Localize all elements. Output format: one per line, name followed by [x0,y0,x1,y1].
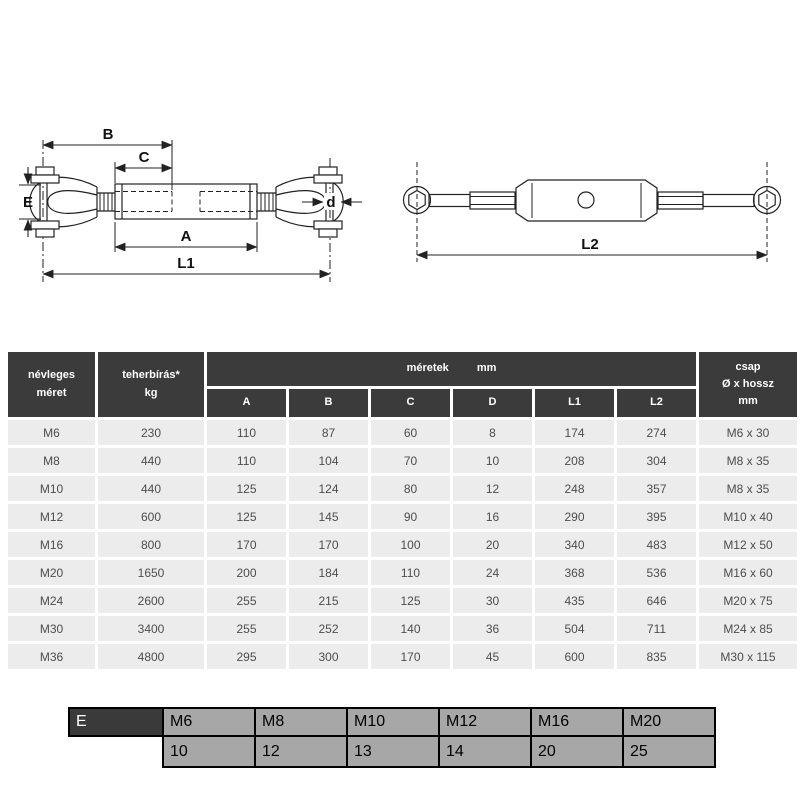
cell-l1: 368 [535,560,614,585]
dimension-label-l1: L1 [177,255,195,272]
col-header-load-line1: teherbírás* [122,369,180,382]
cell-size: M36 [8,644,95,669]
e-table-value: 20 [531,736,623,767]
cell-a: 110 [207,420,286,445]
cell-l1: 290 [535,504,614,529]
dimension-label-a: A [180,228,192,245]
cell-d: 30 [453,588,532,613]
cell-b: 252 [289,616,368,641]
cell-load: 4800 [98,644,204,669]
cell-load: 3400 [98,616,204,641]
e-table-label: E [69,708,163,736]
cell-c: 125 [371,588,450,613]
col-header-pin-line1: csap [735,360,761,373]
cell-load: 440 [98,448,204,473]
e-table-value: 13 [347,736,439,767]
cell-l1: 248 [535,476,614,501]
col-group-header-dimensions [207,352,696,386]
e-table-size: M20 [623,708,715,736]
cell-a: 295 [207,644,286,669]
col-header-pin [699,352,797,417]
cell-c: 90 [371,504,450,529]
cell-size: M24 [8,588,95,613]
col-header-d: D [453,389,532,417]
cell-size: M20 [8,560,95,585]
technical-drawing [0,0,800,340]
col-header-nominal-line1: névleges [27,369,76,382]
e-dimension-table [68,707,716,768]
cell-pin: M30 x 115 [699,644,797,669]
e-table-size: M8 [255,708,347,736]
cell-pin: M16 x 60 [699,560,797,585]
cell-l1: 600 [535,644,614,669]
e-table-size: M10 [347,708,439,736]
cell-size: M12 [8,504,95,529]
cell-c: 60 [371,420,450,445]
cell-d: 10 [453,448,532,473]
cell-d: 20 [453,532,532,557]
cell-b: 170 [289,532,368,557]
cell-l2: 536 [617,560,696,585]
dims-group-label: méretek [406,362,449,375]
col-header-l1: L1 [535,389,614,417]
cell-a: 125 [207,504,286,529]
dimension-label-l2: L2 [581,236,599,253]
cell-a: 255 [207,588,286,613]
col-header-l2: L2 [617,389,696,417]
cell-size: M6 [8,420,95,445]
dimension-label-e: E [22,194,34,211]
cell-l2: 711 [617,616,696,641]
cell-size: M10 [8,476,95,501]
dimension-label-b: B [102,126,114,143]
cell-l2: 646 [617,588,696,613]
col-header-load-line2: kg [144,386,158,399]
e-table-header-row [69,708,715,736]
cell-size: M16 [8,532,95,557]
cell-pin: M8 x 35 [699,476,797,501]
e-table-size: M16 [531,708,623,736]
cell-d: 12 [453,476,532,501]
cell-b: 215 [289,588,368,613]
cell-l2: 357 [617,476,696,501]
cell-l1: 435 [535,588,614,613]
cell-pin: M6 x 30 [699,420,797,445]
cell-size: M30 [8,616,95,641]
cell-b: 300 [289,644,368,669]
cell-l2: 274 [617,420,696,445]
cell-l2: 395 [617,504,696,529]
cell-l2: 304 [617,448,696,473]
cell-load: 600 [98,504,204,529]
e-table-empty-cell [69,736,163,767]
cell-b: 104 [289,448,368,473]
col-header-a: A [207,389,286,417]
e-table-size: M6 [163,708,255,736]
cell-d: 36 [453,616,532,641]
cell-pin: M20 x 75 [699,588,797,613]
cell-load: 2600 [98,588,204,613]
cell-load: 230 [98,420,204,445]
cell-a: 170 [207,532,286,557]
cell-pin: M24 x 85 [699,616,797,641]
e-table-value: 25 [623,736,715,767]
cell-c: 170 [371,644,450,669]
e-table-value: 12 [255,736,347,767]
cell-c: 140 [371,616,450,641]
dimension-label-c: C [138,149,150,166]
left-view-turnbuckle [19,126,362,282]
cell-b: 184 [289,560,368,585]
col-header-nominal-line2: méret [36,386,67,399]
e-table-value: 14 [439,736,531,767]
cell-d: 45 [453,644,532,669]
dimension-label-d: d [326,194,336,211]
cell-pin: M8 x 35 [699,448,797,473]
cell-a: 110 [207,448,286,473]
cell-d: 24 [453,560,532,585]
col-header-c: C [371,389,450,417]
cell-c: 100 [371,532,450,557]
col-header-nominal-size [8,352,95,417]
col-header-pin-line2: Ø x hossz [722,377,774,390]
cell-pin: M10 x 40 [699,504,797,529]
cell-l2: 835 [617,644,696,669]
right-view-turnbuckle [404,162,781,262]
col-header-b: B [289,389,368,417]
e-table-size: M12 [439,708,531,736]
cell-c: 110 [371,560,450,585]
dims-group-unit: mm [476,362,497,375]
cell-b: 87 [289,420,368,445]
spec-table [8,352,797,669]
cell-l1: 340 [535,532,614,557]
e-table-value-row [69,736,715,767]
cell-load: 1650 [98,560,204,585]
cell-a: 125 [207,476,286,501]
col-header-load-capacity [98,352,204,417]
cell-l2: 483 [617,532,696,557]
cell-b: 124 [289,476,368,501]
cell-d: 8 [453,420,532,445]
cell-load: 800 [98,532,204,557]
cell-a: 200 [207,560,286,585]
cell-load: 440 [98,476,204,501]
cell-l1: 504 [535,616,614,641]
cell-l1: 174 [535,420,614,445]
cell-b: 145 [289,504,368,529]
e-table-value: 10 [163,736,255,767]
cell-c: 80 [371,476,450,501]
cell-a: 255 [207,616,286,641]
cell-l1: 208 [535,448,614,473]
cell-d: 16 [453,504,532,529]
cell-c: 70 [371,448,450,473]
col-header-pin-line3: mm [738,395,758,408]
cell-size: M8 [8,448,95,473]
cell-pin: M12 x 50 [699,532,797,557]
